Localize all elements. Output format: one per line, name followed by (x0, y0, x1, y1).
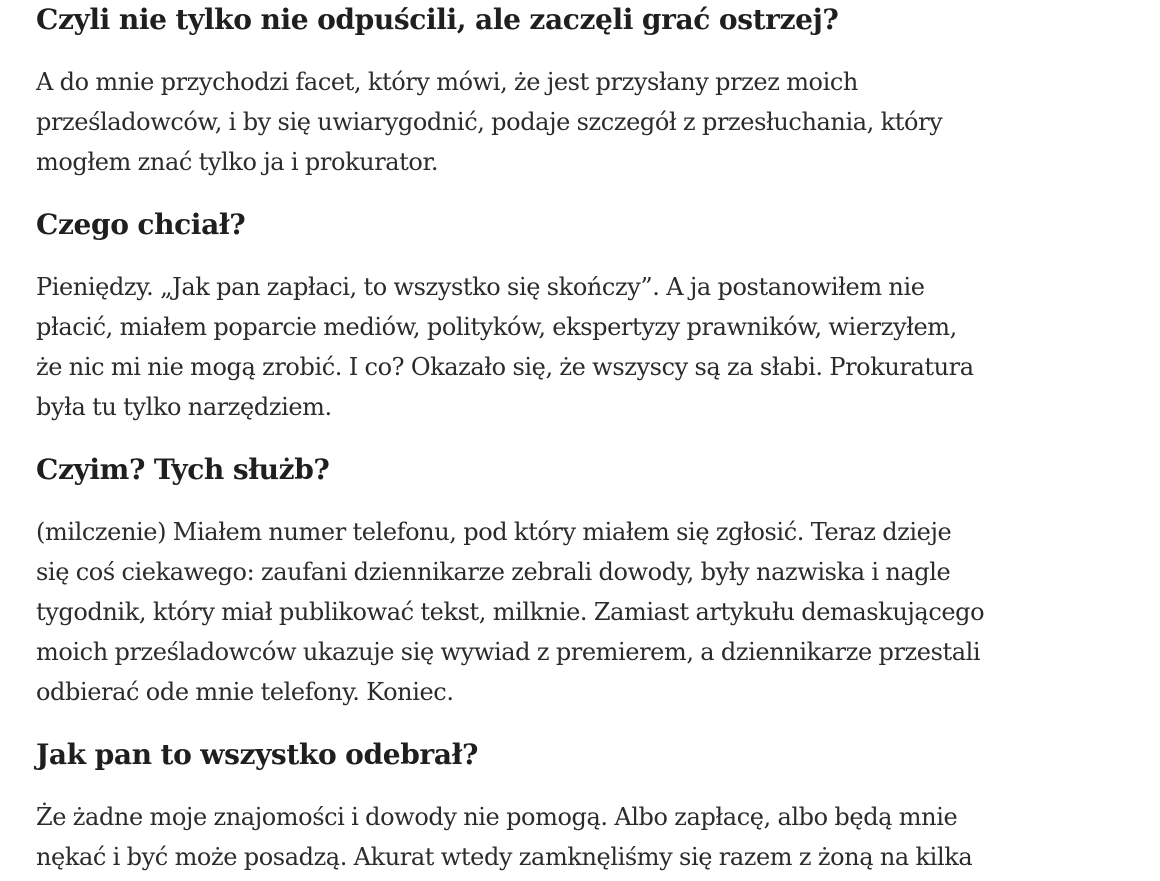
answer-line: płacić, miałem poparcie mediów, polityków, ekspertyzy prawników, wierzyłem, (36, 313, 957, 341)
answer-line: moich prześladowców ukazuje się wywiad z premierem, a dziennikarze przestali (36, 638, 981, 666)
answer-line: mogłem znać tylko ja i prokurator. (36, 148, 439, 176)
interview-question: Czyim? Tych służb? (36, 453, 330, 486)
answer-line: odbierać ode mnie telefony. Koniec. (36, 678, 454, 706)
interview-answer (36, 267, 974, 427)
interview-question: Czego chciał? (36, 208, 246, 241)
answer-line: się coś ciekawego: zaufani dziennikarze zebrali dowody, były nazwiska i nagle (36, 558, 951, 586)
answer-line: (milczenie) Miałem numer telefonu, pod który miałem się zgłosić. Teraz dzieje (36, 518, 952, 546)
answer-line: że nic mi nie mogą zrobić. I co? Okazało się, że wszyscy są za słabi. Prokuratura (36, 353, 974, 381)
interview-answer (36, 512, 984, 712)
interview-answer (36, 797, 972, 877)
answer-line: Że żadne moje znajomości i dowody nie pomogą. Albo zapłacę, albo będą mnie (36, 803, 958, 831)
interview-answer (36, 62, 942, 182)
answer-line: tygodnik, który miał publikować tekst, milknie. Zamiast artykułu demaskującego (36, 598, 985, 626)
interview-question: Jak pan to wszystko odebrał? (36, 738, 479, 771)
answer-line: była tu tylko narzędziem. (36, 393, 332, 421)
answer-line: A do mnie przychodzi facet, który mówi, że jest przysłany przez moich (36, 68, 858, 96)
answer-line: Pieniędzy. „Jak pan zapłaci, to wszystko się skończy”. A ja postanowiłem nie (36, 273, 925, 301)
interview-question: Czyli nie tylko nie odpuścili, ale zaczęli grać ostrzej? (36, 3, 839, 36)
answer-line: nękać i być może posadzą. Akurat wtedy zamknęliśmy się razem z żoną na kilka (36, 843, 973, 871)
answer-line: prześladowców, i by się uwiarygodnić, podaje szczegół z przesłuchania, który (36, 108, 943, 136)
